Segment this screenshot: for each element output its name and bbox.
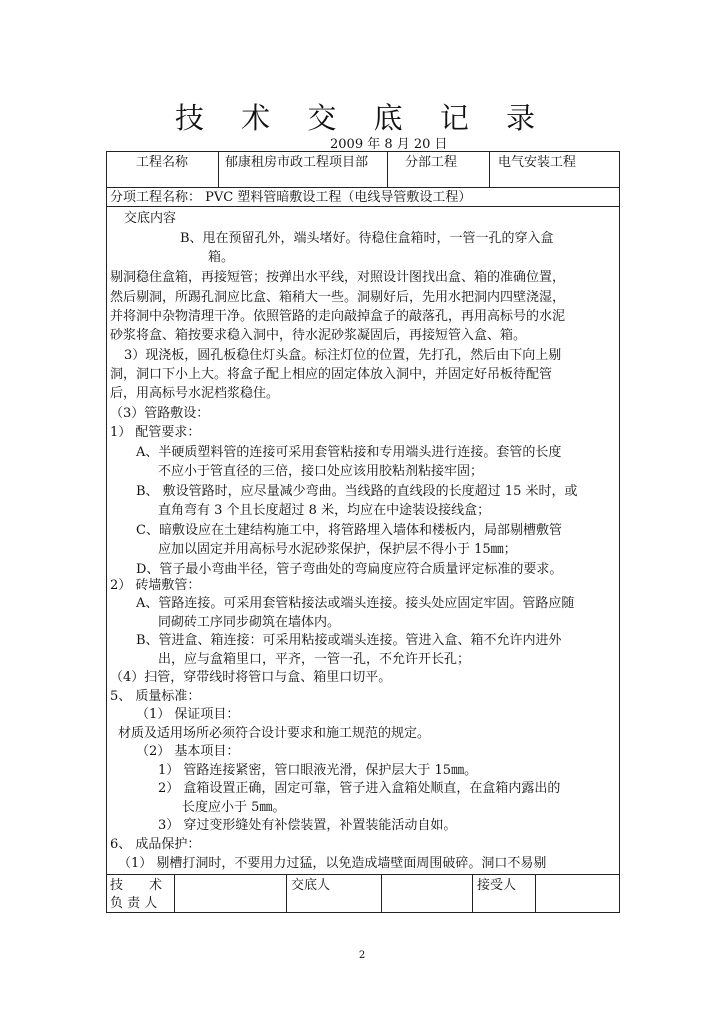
content-line: 箱。 [208,250,235,265]
content-line: A、半硬质塑料管的连接可采用套管粘接和专用端头进行连接。套管的长度 [136,445,562,460]
content-line: 6、 成品保护： [110,837,201,852]
content-line: （3）管路敷设： [110,406,210,421]
content-line: 并将洞中杂物清理干净。依照管路的走向敲掉盒子的敲落孔，再用高标号的水泥 [110,309,566,324]
division-label: 分部工程 [405,155,458,170]
content-line: （1） 保证项目： [136,707,240,722]
content-line: （4）扫管，穿带线时将管口与盒、箱里口切平。 [110,670,392,685]
project-name-value: 郁康租房市政工程项目部 [225,155,369,170]
content-line: 2） 砖墙敷管： [110,578,201,593]
header-col-divider [218,151,219,187]
content-line: 1） 配管要求： [110,425,201,440]
subitem-row-divider [106,206,620,207]
footer-col-divider [535,874,536,913]
project-name-label: 工程名称 [136,155,189,170]
receiver-label: 接受人 [477,878,517,893]
content-line: 后，用高标号水泥档浆稳住。 [110,386,280,401]
footer-col-divider [472,874,473,913]
tech-lead-label-bottom: 负 责 人 [110,896,158,911]
content-line: 3） 穿过变形缝处有补偿装置，补置装能活动自如。 [158,818,457,833]
division-value: 电气安装工程 [498,155,577,170]
subitem-name: 分项工程名称： PVC 塑料管暗敷设工程（电线导管敷设工程） [110,190,472,205]
content-line: 剔洞稳住盒箱，再接短管；按弹出水平线，对照设计图找出盒、箱的准确位置， [110,270,566,285]
content-line: 不应小于管直径的三倍，接口处应该用胶粘剂粘接牢固； [158,464,484,479]
content-line: B、甩在预留孔外，端头堵好。待稳住盒箱时，一管一孔的穿入盒 [180,231,554,246]
page-number: 2 [358,950,366,961]
content-line: B、管进盒、箱连接：可采用粘接或端头连接。管进入盒、箱不允许内进外 [136,633,562,648]
footer-col-divider [174,874,175,913]
content-line: C、暗敷设应在土建结构施工中，将管路埋入墙体和楼板内，局部剔槽敷管 [136,523,562,538]
tech-lead-label-top: 技 术 [110,878,163,893]
content-line: 5、 质量标准： [110,689,201,704]
content-line: 出，应与盒箱里口，平齐，一管一孔，不允许开长孔； [158,652,471,667]
content-line: 应加以固定并用高标号水泥砂浆保护，保护层不得小于 15㎜； [158,542,517,557]
document-title: 技 术 交 底 记 录 [174,101,550,135]
content-line: 长度应小于 5㎜。 [182,800,286,815]
header-row-divider [106,187,620,188]
content-line: 同砌砖工序同步砌筑在墙体内。 [158,615,341,630]
footer-col-divider [381,874,382,913]
content-line: 然后剔洞，所踢孔洞应比盒、箱稍大一些。洞剔好后，先用水把洞内四壁浇湿， [110,290,566,305]
content-line: A、管路连接。可采用套管粘接法或端头连接。接头处应固定牢固。管路应随 [136,596,575,611]
content-line: 交底内容 [124,211,177,226]
content-line: 1） 管路连接紧密，管口眼液光滑，保护层大于 15㎜。 [158,763,478,778]
header-col-divider [489,151,490,187]
content-line: 直角弯有 3 个且长度超过 8 米，均应在中途装设接线盒； [158,503,491,518]
discloser-label: 交底人 [291,878,331,893]
footer-col-divider [286,874,287,913]
content-line: （1） 剔槽打洞时，不要用力过猛，以免造成墙壁面周围破碎。洞口不易剔 [118,856,547,871]
content-line: 材质及适用场所必须符合设计要求和施工规范的规定。 [118,726,431,741]
content-line: 3）现浇板，圆孔板稳住灯头盒。标注灯位的位置，先打孔，然后由下向上剔 [124,348,562,363]
content-line: 2） 盒箱设置正确，固定可靠，管子进入盒箱处顺直，在盒箱内露出的 [158,781,561,796]
tech-lead-label [110,877,170,913]
content-line: 砂浆将盒、箱按要求稳入洞中，待水泥砂浆凝固后，再接短管入盒、箱。 [110,328,527,343]
footer-row-divider [106,874,620,875]
content-line: D、管子最小弯曲半径，管子弯曲处的弯扁度应符合质量评定标准的要求。 [136,562,563,577]
content-line: （2） 基本项目： [136,744,240,759]
document-date: 2009 年 8 月 20 日 [330,137,448,152]
content-line: 洞，洞口下小上大。将盒子配上相应的固定体放入洞中，并固定好吊板待配管 [110,367,553,382]
content-line: B、 敷设管路时，应尽量减少弯曲。当线路的直线段的长度超过 15 米时，或 [136,484,578,499]
header-col-divider [387,151,388,187]
